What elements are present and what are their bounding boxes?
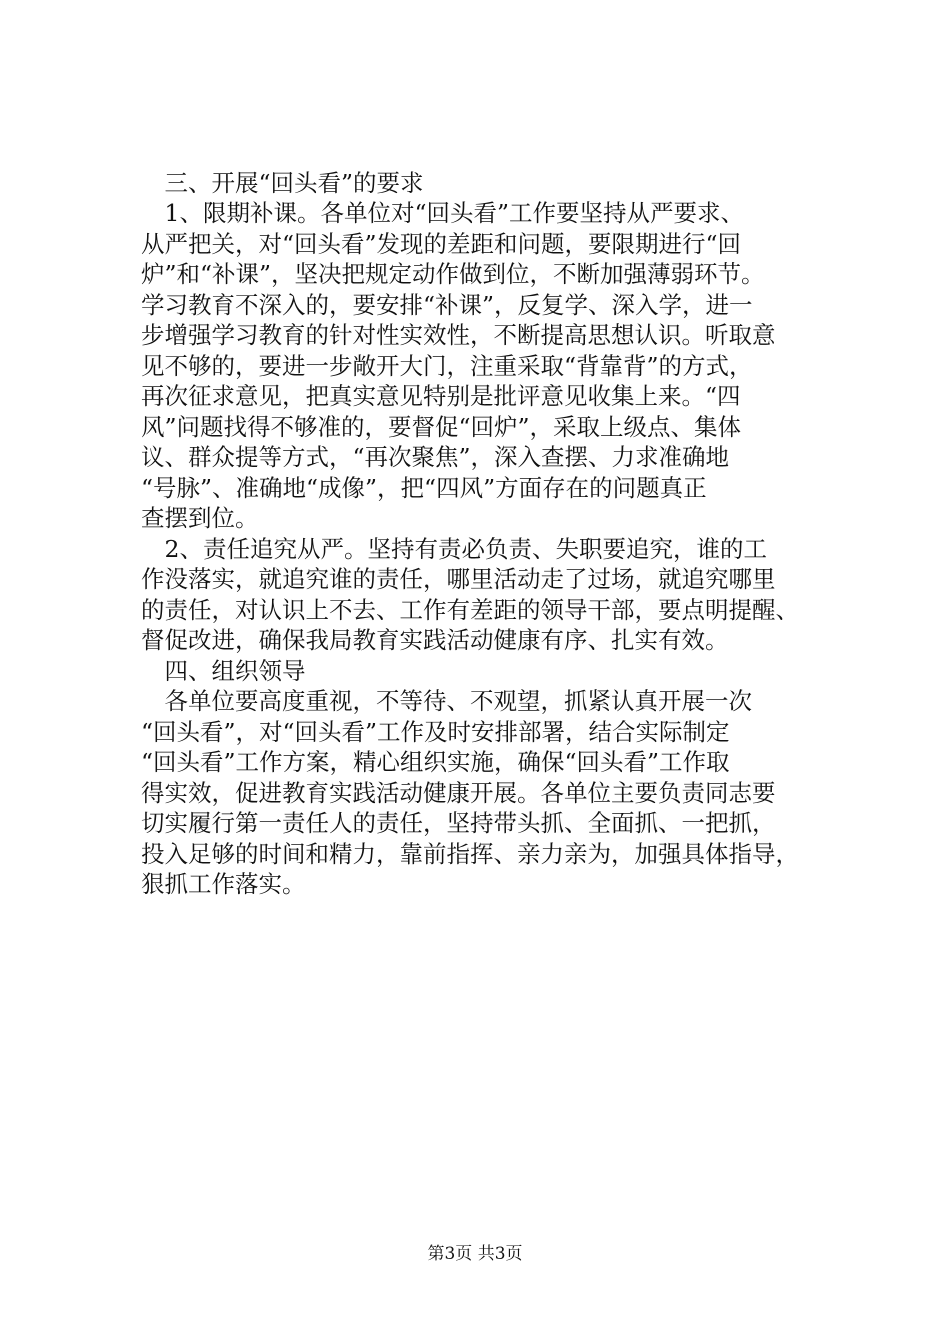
text-line: “回头看”，对“回头看”工作及时安排部署，结合实际制定 bbox=[141, 718, 730, 746]
text-line: 督促改进，确保我局教育实践活动健康有序、扎实有效。 bbox=[141, 626, 729, 654]
text-line: 从严把关，对“回头看”发现的差距和问题，要限期进行“回 bbox=[141, 230, 742, 258]
section-heading-requirements: 三、开展“回头看”的要求 bbox=[141, 169, 424, 197]
text-line: “回头看”工作方案，精心组织实施，确保“回头看”工作取 bbox=[141, 748, 730, 776]
text-line: 2、责任追究从严。坚持有责必负责、失职要追究，谁的工 bbox=[141, 535, 767, 563]
text-line: 步增强学习教育的针对性实效性，不断提高思想认识。听取意 bbox=[141, 321, 776, 349]
text-line: 得实效，促进教育实践活动健康开展。各单位主要负责同志要 bbox=[141, 779, 776, 807]
text-line: 议、群众提等方式，“再次聚焦”，深入查摆、力求准确地 bbox=[141, 443, 730, 471]
text-line: 切实履行第一责任人的责任，坚持带头抓、全面抓、一把抓， bbox=[141, 809, 776, 837]
text-line: 再次征求意见，把真实意见特别是批评意见收集上来。“四 bbox=[141, 382, 741, 410]
text-line: 的责任，对认识上不去、工作有差距的领导干部，要点明提醒、 bbox=[141, 596, 799, 624]
text-line: “号脉”、准确地“成像”，把“四风”方面存在的问题真正 bbox=[141, 474, 707, 502]
section-heading-leadership: 四、组织领导 bbox=[141, 657, 306, 685]
text-line: 风”问题找得不够准的，要督促“回炉”，采取上级点、集体 bbox=[141, 413, 742, 441]
text-line: 1、限期补课。各单位对“回头看”工作要坚持从严要求、 bbox=[141, 199, 744, 227]
text-line: 见不够的，要进一步敞开大门，注重采取“背靠背”的方式， bbox=[141, 352, 753, 380]
text-line: 投入足够的时间和精力，靠前指挥、亲力亲为，加强具体指导， bbox=[141, 840, 799, 868]
text-line: 各单位要高度重视，不等待、不观望，抓紧认真开展一次 bbox=[141, 687, 752, 715]
text-line: 查摆到位。 bbox=[141, 504, 259, 532]
text-line: 学习教育不深入的，要安排“补课”，反复学、深入学，进一 bbox=[141, 291, 753, 319]
text-line: 作没落实，就追究谁的责任，哪里活动走了过场，就追究哪里 bbox=[141, 565, 776, 593]
text-line: 狠抓工作落实。 bbox=[141, 870, 306, 898]
text-line: 炉”和“补课”，坚决把规定动作做到位，不断加强薄弱环节。 bbox=[141, 260, 765, 288]
page-number-footer: 第3页 共3页 bbox=[427, 1244, 523, 1264]
